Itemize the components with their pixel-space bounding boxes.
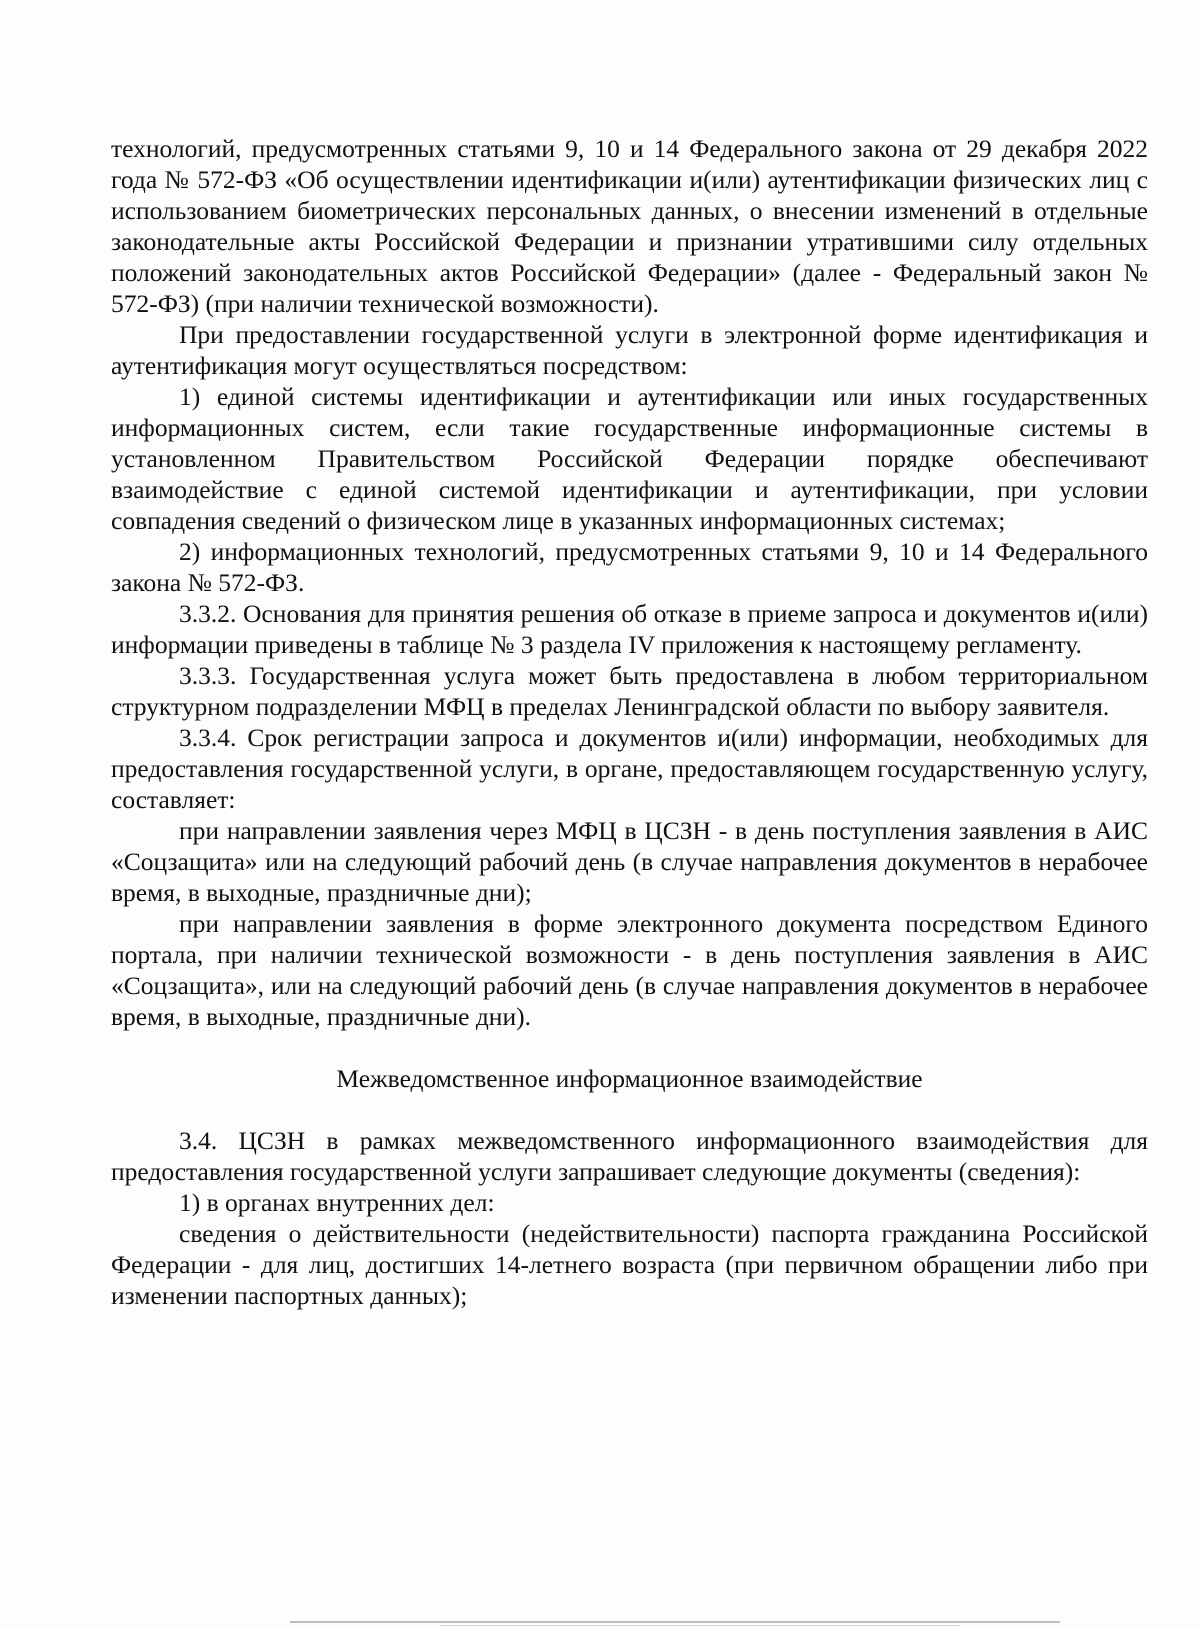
paragraph-2: При предоставлении государственной услуги в электронной форме идентификация и аутентификация могут осуществляться посредством:	[111, 320, 1148, 380]
scan-edge-line	[290, 1621, 1060, 1623]
paragraph-11: 1) в органах внутренних дел:	[179, 1188, 495, 1217]
section-heading: Межведомственное информационное взаимодействие	[336, 1064, 923, 1093]
document-body	[111, 133, 1148, 1311]
paragraph-7: 3.3.4. Срок регистрации запроса и документов и(или) информации, необходимых для предоставления государственной услуги, в органе, предоставляющем государственную услугу, составляет:	[111, 723, 1148, 814]
paragraph-1: технологий, предусмотренных статьями 9, 10 и 14 Федерального закона от 29 декабря 2022 года № 572-ФЗ «Об осуществлении идентификации и(или) аутентификации физических лиц с использованием биометрических персональных данных, о внесении изменений в отдельные законодательные акты Российской Федерации и признании утратившими силу отдельных положений законодательных актов Российской Федерации» (далее - Федеральный закон № 572-ФЗ) (при наличии технической возможности).	[111, 134, 1148, 318]
paragraph-6: 3.3.3. Государственная услуга может быть предоставлена в любом территориальном структурном подразделении МФЦ в пределах Ленинградской области по выбору заявителя.	[111, 661, 1148, 721]
paragraph-10: 3.4. ЦСЗН в рамках межведомственного информационного взаимодействия для предоставления государственной услуги запрашивает следующие документы (сведения):	[111, 1126, 1148, 1186]
paragraph-12: сведения о действительности (недействительности) паспорта гражданина Российской Федерации - для лиц, достигших 14-летнего возраста (при первичном обращении либо при изменении паспортных данных);	[111, 1219, 1148, 1310]
scan-edge-line-secondary	[440, 1625, 960, 1626]
paragraph-5: 3.3.2. Основания для принятия решения об отказе в приеме запроса и документов и(или) информации приведены в таблице № 3 раздела IV приложения к настоящему регламенту.	[111, 599, 1148, 659]
paragraph-8: при направлении заявления через МФЦ в ЦСЗН - в день поступления заявления в АИС «Соцзащита» или на следующий рабочий день (в случае направления документов в нерабочее время, в выходные, праздничные дни);	[111, 816, 1148, 907]
paragraph-3: 1) единой системы идентификации и аутентификации или иных государственных информационных систем, если такие государственные информационные системы в установленном Правительством Российской Федерации порядке обеспечивают взаимодействие с единой системой идентификации и аутентификации, при условии совпадения сведений о физическом лице в указанных информационных системах;	[111, 382, 1148, 535]
paragraph-9: при направлении заявления в форме электронного документа посредством Единого портала, при наличии технической возможности - в день поступления заявления в АИС «Соцзащита», или на следующий рабочий день (в случае направления документов в нерабочее время, в выходные, праздничные дни).	[111, 909, 1148, 1031]
paragraph-4: 2) информационных технологий, предусмотренных статьями 9, 10 и 14 Федерального закона № 572-ФЗ.	[111, 537, 1148, 597]
